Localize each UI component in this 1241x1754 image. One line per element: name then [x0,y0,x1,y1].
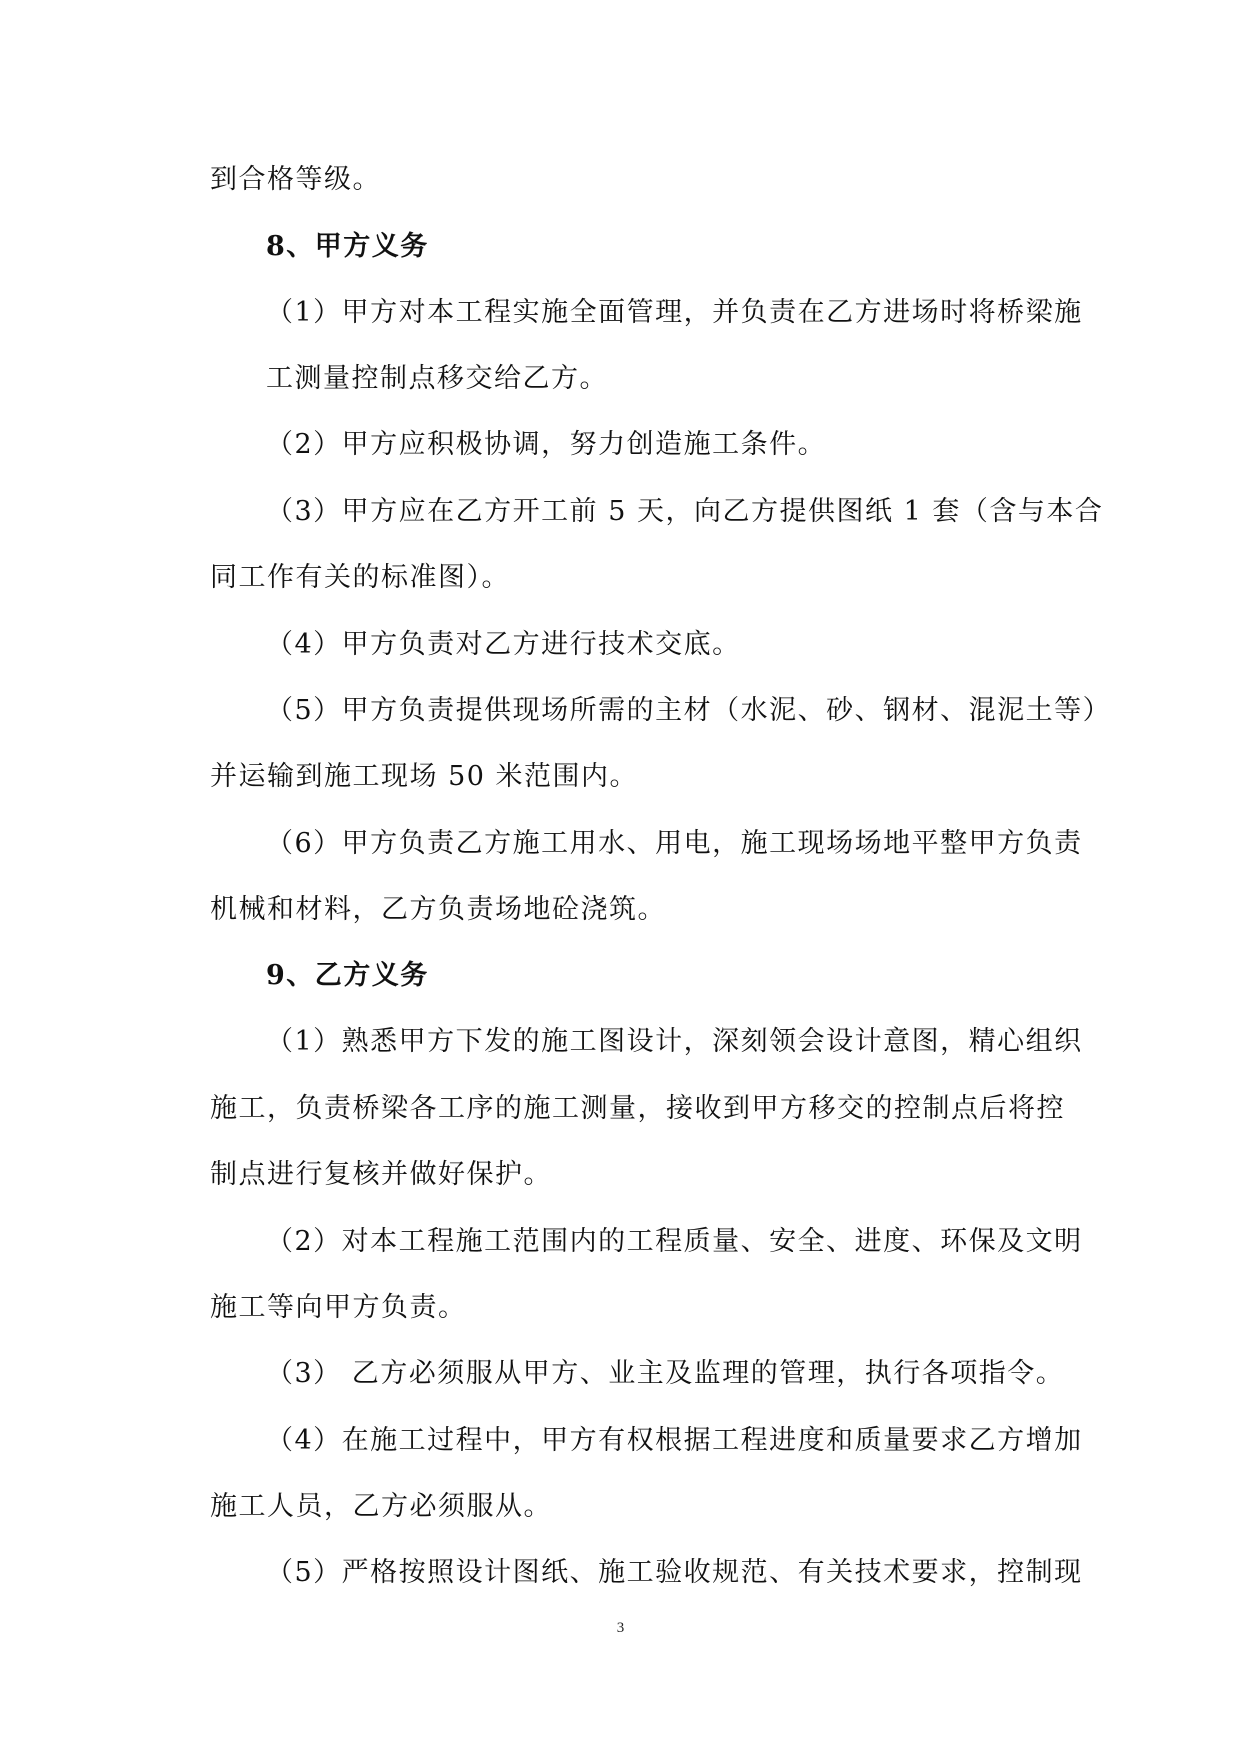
text-line: 施工等向甲方负责。 [210,1292,467,1323]
text-line: （2）对本工程施工范围内的工程质量、安全、进度、环保及文明 [266,1226,1083,1257]
page-number: 3 [616,1620,625,1636]
text-line: 到合格等级。 [210,164,381,195]
text-line: （1）熟悉甲方下发的施工图设计，深刻领会设计意图，精心组织 [266,1026,1083,1057]
text-line: 施工，负责桥梁各工序的施工测量，接收到甲方移交的控制点后将控 [210,1093,1065,1124]
text-line: 同工作有关的标准图）。 [210,562,510,593]
text-line: （3）甲方应在乙方开工前 5 天，向乙方提供图纸 1 套（含与本合 [266,496,1104,527]
text-line: （2）甲方应积极协调，努力创造施工条件。 [266,429,827,460]
text-line: （3） 乙方必须服从甲方、业主及监理的管理，执行各项指令。 [266,1358,1065,1389]
text-line: 制点进行复核并做好保护。 [210,1159,552,1190]
text-line: 机械和材料，乙方负责场地砼浇筑。 [210,894,666,925]
text-line: （6）甲方负责乙方施工用水、用电，施工现场场地平整甲方负责 [266,828,1083,859]
text-line: （5）严格按照设计图纸、施工验收规范、有关技术要求，控制现 [266,1557,1083,1588]
text-line: 并运输到施工现场 50 米范围内。 [210,761,639,792]
text-line: 工测量控制点移交给乙方。 [266,363,608,394]
section-heading-party-b: 9、乙方义务 [266,960,429,991]
text-line: （5）甲方负责提供现场所需的主材（水泥、砂、钢材、混泥土等） [266,695,1112,726]
text-line: 施工人员，乙方必须服从。 [210,1491,552,1522]
text-line: （1）甲方对本工程实施全面管理，并负责在乙方进场时将桥梁施 [266,297,1083,328]
text-line: （4）在施工过程中，甲方有权根据工程进度和质量要求乙方增加 [266,1425,1083,1456]
text-line: （4）甲方负责对乙方进行技术交底。 [266,629,741,660]
section-heading-party-a: 8、甲方义务 [266,231,429,262]
